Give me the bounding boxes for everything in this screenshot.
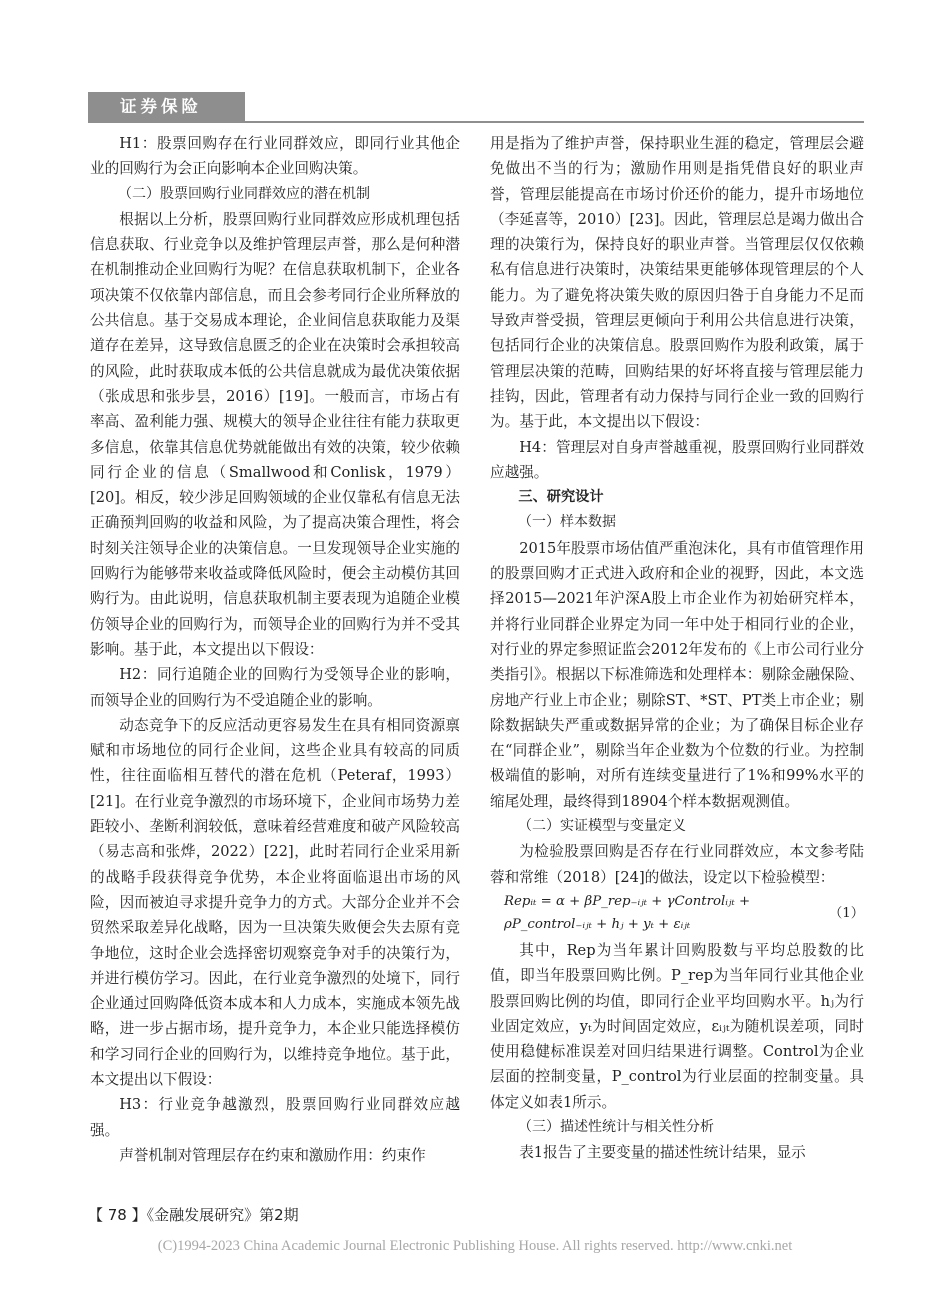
left-column <box>90 131 460 1168</box>
paragraph: 2015年股票市场估值严重泡沫化，具有市值管理作用的股票回购才正式进入政府和企业的视野，因此，本文选择2015—2021年沪深A股上市企业作为初始研究样本，并将行业同群企业界定为同一年中处于相同行业的企业，对行业的界定参照证监会2012年发布的《上市公司行业分类指引》。根据以下标准筛选和处理样本：剔除金融保险、房地产行业上市企业；剔除ST、*ST、PT类上市企业；剔除数据缺失严重或数据异常的企业；为了确保目标企业存在“同群企业”，剔除当年企业数为个位数的行业。为控制极端值的影响，对所有连续变量进行了1%和99%水平的缩尾处理，最终得到18904个样本数据观测值。 <box>490 539 864 810</box>
regression-formula <box>490 890 864 938</box>
paragraph: 表1报告了主要变量的描述性统计结果，显示 <box>519 1144 806 1162</box>
subsection-heading: （二）实证模型与变量定义 <box>518 818 686 835</box>
page-footer: 【 78 】《金融发展研究》第2期 <box>88 1206 299 1224</box>
right-column <box>490 131 864 1166</box>
paragraph: 用是指为了维护声誉，保持职业生涯的稳定，管理层会避免做出不当的行为；激励作用则是指凭借良好的职业声誉，管理层能提高在市场讨价还价的能力，提升市场地位（李延喜等，2010）[23]。因此，管理层总是竭力做出合理的决策行为，保持良好的职业声誉。当管理层仅仅依赖私有信息进行决策时，决策结果更能够体现管理层的个人能力。为了避免将决策失败的原因归咎于自身能力不足而导致声誉受损，管理层更倾向于利用公共信息进行决策，包括同行企业的决策信息。股票回购作为股利政策，属于管理层决策的范畴，回购结果的好坏将直接与管理层能力挂钩，因此，管理者有动力保持与同行企业一致的回购行为。基于此，本文提出以下假设： <box>490 135 864 431</box>
formula-line-1: Repᵢₜ = α + βP_rep₋ᵢⱼₜ + γControlᵢⱼₜ + <box>504 893 751 909</box>
paragraph: H2：同行追随企业的回购行为受领导企业的影响，而领导企业的回购行为不受追随企业的影响。 <box>90 666 460 709</box>
paragraph: H4：管理层对自身声誉越重视，股票回购行业同群效应越强。 <box>490 438 864 481</box>
section-title: 证券保险 <box>120 97 202 116</box>
paragraph: H1：股票回购存在行业同群效应，即同行业其他企业的回购行为会正向影响本企业回购决策。 <box>90 135 460 178</box>
subsection-heading: （一）样本数据 <box>518 514 616 531</box>
paragraph: 为检验股票回购是否存在行业同群效应，本文参考陆蓉和常维（2018）[24]的做法，设定以下检验模型： <box>490 843 864 886</box>
formula-line-2: ρP_control₋ᵢⱼₜ + hⱼ + yₜ + εᵢⱼₜ <box>504 916 691 932</box>
subsection-heading: （三）描述性统计与相关性分析 <box>518 1118 714 1135</box>
right-column-lower <box>490 938 864 1166</box>
paragraph: H3：行业竞争越激烈，股票回购行业同群效应越强。 <box>90 1096 460 1139</box>
paragraph: 声誉机制对管理层存在约束和激励作用：约束作 <box>119 1146 426 1164</box>
subsection-heading: （二）股票回购行业同群效应的潜在机制 <box>118 185 370 202</box>
header-rule <box>88 121 864 123</box>
formula-number: （1） <box>828 905 864 921</box>
copyright-watermark: (C)1994-2023 China Academic Journal Electronic Publishing House. All rights reserved. http://www.cnki.net <box>157 1238 793 1254</box>
right-column-upper <box>490 131 864 890</box>
section-heading: 三、研究设计 <box>518 489 604 506</box>
paragraph: 根据以上分析，股票回购行业同群效应形成机理包括信息获取、行业竞争以及维护管理层声誉，那么是何种潜在机制推动企业回购行为呢？在信息获取机制下，企业各项决策不仅依靠内部信息，而且会参考同行企业所释放的公共信息。基于交易成本理论，企业间信息获取能力及渠道存在差异，这导致信息匮乏的企业在决策时会承担较高的风险，此时获取成本低的公共信息就成为最优决策依据（张成思和张步昙，2016）[19]。一般而言，市场占有率高、盈利能力强、规模大的领导企业往往有能力获取更多信息，依靠其信息优势就能做出有效的决策，较少依赖同行企业的信息（Smallwood和Conlisk，1979）[20]。相反，较少涉足回购领域的企业仅靠私有信息无法正确预判回购的收益和风险，为了提高决策合理性，将会时刻关注领导企业的决策信息。一旦发现领导企业实施的回购行为能够带来收益或降低风险时，便会主动模仿其回购行为。由此说明，信息获取机制主要表现为追随企业模仿领导企业的回购行为，而领导企业的回购行为并不受其影响。基于此，本文提出以下假设： <box>90 210 460 658</box>
paragraph: 动态竞争下的反应活动更容易发生在具有相同资源禀赋和市场地位的同行企业间，这些企业具有较高的同质性，往往面临相互替代的潜在危机（Peteraf，1993）[21]。在行业竞争激烈的市场环境下，企业间市场势力差距较小、垄断利润较低，意味着经营难度和破产风险较高（易志高和张烨，2022）[22]，此时若同行企业采用新的战略手段获得竞争优势，本企业将面临退出市场的风险，因而被迫寻求提升竞争力的方式。大部分企业并不会贸然采取差异化战略，因为一旦决策失败便会失去原有竞争地位，这时企业会选择密切观察竞争对手的决策行为，并进行模仿学习。因此，在行业竞争激烈的处境下，同行企业通过回购降低资本成本和人力成本，实施成本领先战略，进一步占据市场，提升竞争力，本企业只能选择模仿和学习同行企业的回购行为，以维持竞争地位。基于此，本文提出以下假设： <box>90 716 460 1088</box>
paragraph: 其中，Rep为当年累计回购股数与平均总股数的比值，即当年股票回购比例。P_rep为当年同行业其他企业股票回购比例的均值，即同行企业平均回购水平。hⱼ为行业固定效应，yₜ为时间固定效应，εᵢⱼₜ为随机误差项，同时使用稳健标准误差对回归结果进行调整。Control为企业层面的控制变量，P_control为行业层面的控制变量。具体定义如表1所示。 <box>490 941 864 1111</box>
